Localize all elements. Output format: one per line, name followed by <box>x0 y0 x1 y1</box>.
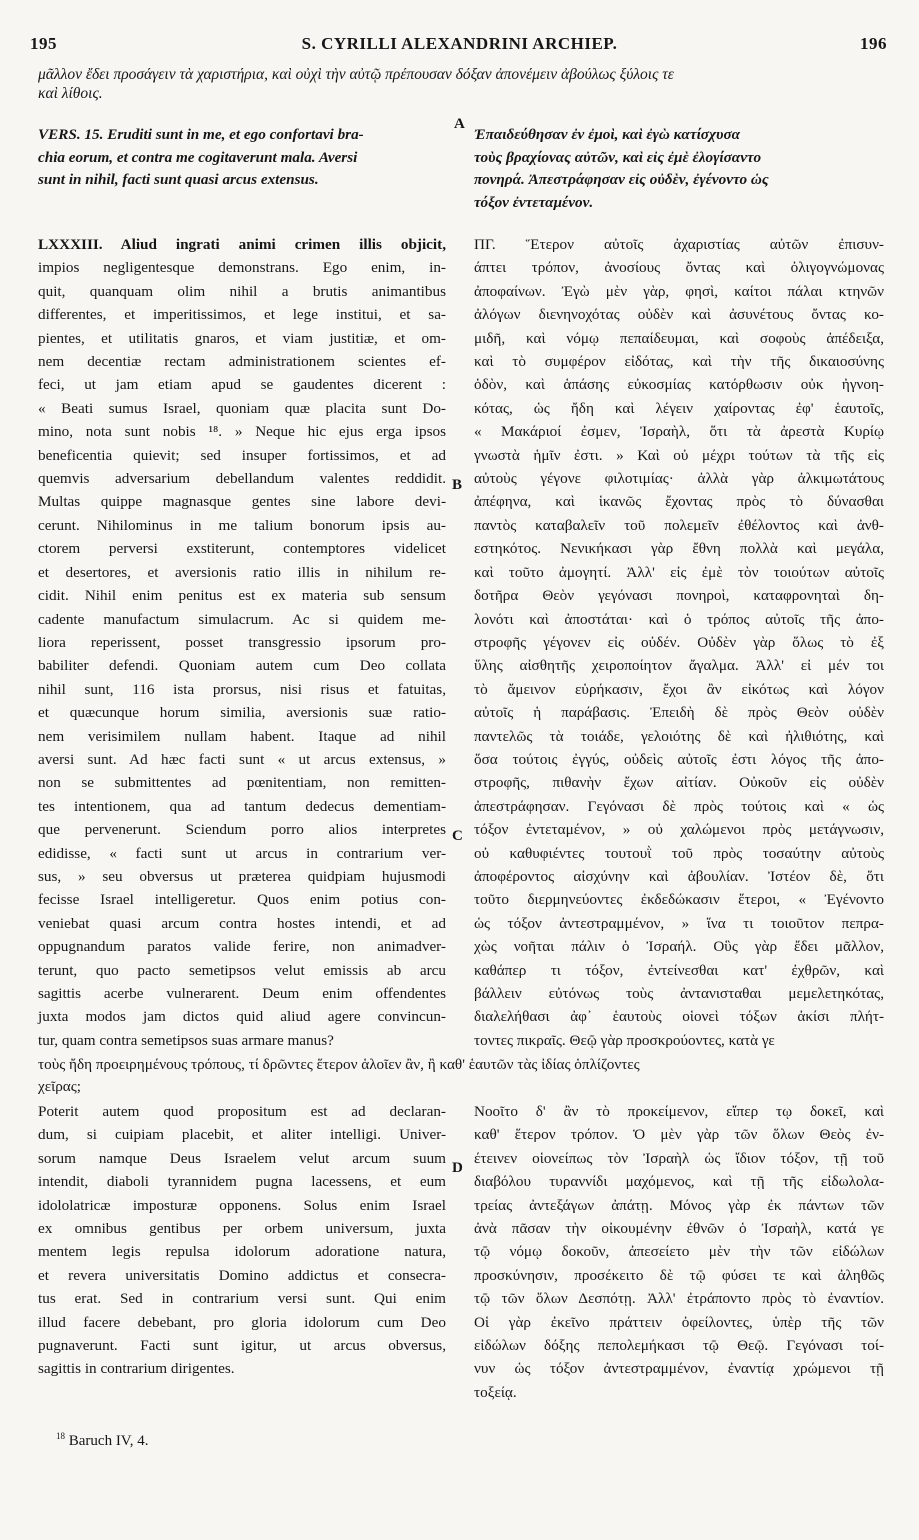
text-line: αὐτοὺς γέγονε φιλοτιμίας· ἀλλὰ γὰρ ἀλκιμωτάτους <box>474 470 884 488</box>
text-line: άπτει τρόπον, ἀνοσίους ὄντας καὶ ὀλιγογνώμονας <box>474 259 884 277</box>
text-line: LXXXIII. Aliud ingrati animi crimen illis objicit, <box>38 236 446 253</box>
text-line: juxta modos jam dictos quid aliud agere convincun- <box>38 1008 446 1026</box>
text-line: liora reperissent, posset transgressio ipsorum pro- <box>38 633 446 651</box>
text-line: fecisse Israel intelligeretur. Quos enim potius con- <box>38 891 446 909</box>
running-title: S. CYRILLI ALEXANDRINI ARCHIEP. <box>301 34 618 53</box>
text-line: mino, nota sunt nobis ¹⁸. » Neque hic ejus erga ipsos <box>38 423 446 441</box>
text-line: τὸ ἄμεινον εὑρήκασιν, ἔχοι ἂν εἰκότως καὶ λόγον <box>474 680 884 698</box>
text-line: διαβόλου τυραννίδι μαχόμενος, καὶ τῇ τῆς εἰδωλολα- <box>474 1173 884 1191</box>
text-line: ὡς τόξον ἀντεστραμμένον, » ἵνα τι τοιοῦτον πεπρα- <box>474 914 884 932</box>
text-line: non se submittentes ad pœnitentiam, non remitten- <box>38 774 446 792</box>
text-line: έτεινεν οἱονείπως τὸν Ἰσραὴλ ὡς ἴδιον τόξον, τῇ τοῦ <box>474 1149 884 1167</box>
text-line: ex omnibus gentibus per orbem universum, juxta <box>38 1220 446 1238</box>
text-line: ἀλόγων διενηνοχότας οὐδὲν καὶ ἀσυνέτους ὄντας κο- <box>474 306 884 324</box>
footnote <box>56 1431 148 1450</box>
text-line: τοῦτο διερμηνεύοντες ἐκδεδώκασιν ἕτεροι, « Ἐγένοντο <box>474 891 884 909</box>
text-line: « Μακάριοί ἐσμεν, Ἰσραὴλ, ὅτι τὰ ἀρεστὰ Κυρίῳ <box>474 423 884 441</box>
text-line: προσκύνησιν, προσέκειτο δὲ τῷ φύσει τε καὶ ἀληθῶς <box>474 1266 884 1284</box>
text-line: χεῖρας; <box>38 1078 81 1095</box>
footnote-number: 18 <box>56 1431 65 1441</box>
text-line: τοὺς ἤδη προειρημένους τρόπους, τί δρῶντες ἕτερον ἁλοῖεν ἂν, ἢ καθ' ἑαυτῶν τὰς ἰδίας ὁπλίζοντες <box>38 1056 640 1073</box>
text-line: κότας, ὡς ἤδη καὶ λέγειν χαίροντας ἐφ' ἑαυτοῖς, <box>474 399 884 417</box>
page-number-right: 196 <box>860 34 887 53</box>
text-line: δοτῆρα Θεὸν γεγόνασι πονηροὶ, καταφρονηταὶ δη- <box>474 587 884 605</box>
text-line: στροφῆς, πιθανὴν ἔχων αἰτίαν. Οὐκοῦν εἰς οὐδὲν <box>474 774 884 792</box>
text-line: beneficentia quievit; sed insuper fortissimos, et ad <box>38 446 446 464</box>
text-line: tur, quam contra semetipsos suas armare manus? <box>38 1031 334 1049</box>
text-line: μᾶλλον ἔδει προσάγειν τὰ χαριστήρια, καὶ οὐχὶ τὴν αὐτῷ πρέπουσαν δόξαν ἀπονέμειν ἀβούλως ξύλοις τε <box>38 66 674 83</box>
text-line: τόξον ἐντεταμένον, » οὐ χαλώμενοι πρὸς μετάγνωσιν, <box>474 821 884 839</box>
text-line: οὐ καθυφιέντες τουτουῒ τοῦ πρὸς τοσαύτην αὐτοὺς <box>474 844 884 862</box>
text-line: sus, » seu obversus ut præterea quidpiam hujusmodi <box>38 867 446 885</box>
text-line: εἰδώλων δόξης πεπολεμήκασι τῷ Θεῷ. Γεγόνασι τοί- <box>474 1337 884 1355</box>
latin-column-main <box>38 233 446 1052</box>
text-line: καὶ τὸ συμφέρον εἰδότας, καὶ τὴν τῆς δικαιοσύνης <box>474 353 884 371</box>
latin-column-bottom <box>38 1100 446 1381</box>
text-line: τρείας ἀντεξάγων ἀπάτῃ. Μόνος γὰρ ἐκ πάντων τῶν <box>474 1196 884 1214</box>
margin-marker-a: A <box>454 116 465 132</box>
text-line: sagittis in contrarium dirigentes. <box>38 1360 235 1378</box>
text-line: sagittis acerbe vulnerarent. Deum enim offendentes <box>38 985 446 1002</box>
text-line: dum, si cuipiam placebit, et aliter intelligi. Univer- <box>38 1126 446 1144</box>
text-line: ΠΓ. Ἕτερον αὐτοῖς ἀχαριστίας αὐτῶν ἐπισυν- <box>474 236 884 253</box>
text-line: cadente manufactum simulacrum. Ac si quidem me- <box>38 610 446 628</box>
text-line: cerunt. Nihilominus in me talium bonorum ipsis au- <box>38 516 446 534</box>
text-line: παντελῶς τὰ τοιάδε, γελοιότης δὲ καὶ ἠλιθιότης, καὶ <box>474 727 884 745</box>
text-line: ὕλης αἰσθητῆς χειροποίητον ἄγαλμα. Ἀλλ' εἰ μέν τοι <box>474 657 884 675</box>
text-line: mentem legis repulsa idolorum adoratione natura, <box>38 1243 446 1261</box>
text-line: καθάπερ τι τόξον, ἐντείνεσθαι κατ' ἐχθρῶν, καὶ <box>474 961 884 979</box>
text-line: terunt, quo pacto semetipsos velut emissis ab arcu <box>38 961 446 979</box>
footnote-text: Baruch IV, 4. <box>68 1433 149 1449</box>
text-line: τόξον ἐντεταμένον. <box>474 193 594 211</box>
text-line: et quæcunque horum similia, aversionis suæ ratio- <box>38 704 446 722</box>
text-line: differentes, et imperitissimos, et lege institui, et sa- <box>38 306 446 324</box>
text-line: τῷ τῶν ὅλων Δεσπότῃ. Ἀλλ' ἐτράποντο πρὸς τὸ ἐναντίον. <box>474 1290 884 1308</box>
text-line: παντὸς καταβαλεῖν τοῦ πολεμεῖν ἐθέλοντος καὶ ἀνθ- <box>474 516 884 534</box>
text-line: quit, quanquam olim nihil a brutis animantibus <box>38 282 446 300</box>
margin-marker-c: C <box>452 828 463 844</box>
text-line: pugnaverunt. Facti sunt igitur, ut arcus obversus, <box>38 1337 446 1355</box>
text-line: στροφῆς γέγονεν εἰς οὐδέν. Οὐδὲν γὰρ ὅλως τὸ ἐξ <box>474 633 884 651</box>
text-line: ἀπέφηνα, καὶ ἱκανῶς ἔχοντας πρὸς τὸ δύνασθαι <box>474 493 884 511</box>
text-line: intendit, diaboli tyrannidem pugna lacessens, et eum <box>38 1173 446 1191</box>
text-line: « Beati sumus Israel, quoniam quæ placita sunt Do- <box>38 399 446 417</box>
text-line: βάλλειν εὐτόνως τοὺς ἀντανισταθαι μεμελετηκότας, <box>474 985 884 1002</box>
text-line: τῷ νόμῳ δοκοῦν, ἀπεσείετο μὲν τὴν τῶν εἰδώλων <box>474 1243 884 1261</box>
text-line: chia eorum, et contra me cogitaverunt mala. Aversi <box>38 148 358 166</box>
text-line: αὐτοῖς ἡ παράβασις. Ἐπειδὴ δὲ πρὸς Θεὸν οὐδὲν <box>474 704 884 722</box>
text-line: ἀνὰ πᾶσαν τὴν οἰκουμένην ἐθνῶν ὁ Ἰσραὴλ, κατά γε <box>474 1220 884 1238</box>
text-line: ἀποφέροντος αἰσχύνην καὶ ἀβουλίαν. Ἰστέον δὲ, ὅτι <box>474 867 884 885</box>
text-line: πονηρά. Ἀπεστράφησαν εἰς οὐδὲν, ἐγένοντο ὡς <box>474 171 769 188</box>
text-line: feci, ut jam etiam apud se gaudentes dicerent : <box>38 376 446 394</box>
text-line: nihil sunt, 116 ista prorsus, nisi risus et fatuitas, <box>38 680 446 698</box>
text-line: VERS. 15. Eruditi sunt in me, et ego confortavi bra- <box>38 126 364 143</box>
text-line: illud facere debebant, pro gloria idolorum cum Deo <box>38 1313 446 1331</box>
text-line: et desertores, et aversionis ratio illis in nihilum re- <box>38 563 446 581</box>
text-line: καὶ τοῦτο ἀμογητί. Ἀλλ' εἰς ἐμὲ τὸν τοιούτων αὐτοῖς <box>474 563 884 581</box>
verse-latin <box>38 124 446 192</box>
text-line: tes intentionem, qua ad tantum dedecus dementiam- <box>38 797 446 815</box>
text-line: ctorem perversi exstiterunt, contemptores videlicet <box>38 540 446 558</box>
text-line: edidisse, « facti sunt ut arcus in contrarium ver- <box>38 844 446 862</box>
text-line: χὼς νοῆται πάλιν ὁ Ἰσραήλ. Οὓς γὰρ ἔδει μᾶλλον, <box>474 938 884 956</box>
text-line: tus erat. Sed in contrarium versi sunt. Qui enim <box>38 1290 446 1308</box>
page-number-left: 195 <box>30 34 57 53</box>
text-line: nem decentiæ rectam administrationem scientes ef- <box>38 353 446 371</box>
text-line: impios negligentesque demonstrans. Ego enim, in- <box>38 259 446 277</box>
text-line: ἀπεστράφησαν. Γεγόνασι δὲ πρὸς τούτοις καὶ « ὡς <box>474 797 884 815</box>
text-line: oppugnandum paratos valide ferire, non animadver- <box>38 938 446 956</box>
text-line: καὶ λίθοις. <box>38 84 103 102</box>
text-line: quemvis adversarium debellandum valentes reddidit. <box>38 470 446 488</box>
text-line: τοντες πικραῖς. Θεῷ γὰρ προσκρούοντες, κατὰ γε <box>474 1031 775 1049</box>
text-line: babiliter defendi. Quoniam autem cum Deo collata <box>38 657 446 675</box>
text-line: Οἱ γὰρ ἐκεῖνο πράττειν ὀφείλοντες, ὑπὲρ τῆς τῶν <box>474 1313 884 1331</box>
text-line: que pervenerunt. Sciendum porro alios interpretes <box>38 821 446 839</box>
text-line: idololatricæ imposturæ opponens. Solus enim Israel <box>38 1196 446 1214</box>
text-line: τοξείᾳ. <box>474 1383 517 1401</box>
text-line: Νοοῖτο δ' ἂν τὸ προκείμενον, εἴπερ τῳ δοκεῖ, καὶ <box>474 1103 884 1120</box>
text-line: et revera universitatis Domino addictus et consecra- <box>38 1266 446 1284</box>
text-line: λονότι καὶ ἀποστάται· καὶ ὁ τρόπος αὐτοῖς τῆς ἀπο- <box>474 610 884 628</box>
text-line: καθ' ἕτερον τρόπον. Ὁ μὲν γὰρ τῶν ὅλων Θεὸς ἐν- <box>474 1126 884 1144</box>
text-line: διαλελήθασι ἀφ᾽ ἑαυτοὺς οἱονεὶ τόξων ἀκίσι πλήτ- <box>474 1008 884 1026</box>
text-line: Poterit autem quod propositum est ad declaran- <box>38 1103 446 1120</box>
greek-column-main <box>474 233 884 1052</box>
text-line: τοὺς βραχίονας αὐτῶν, καὶ εἰς ἐμὲ ἐλογίσαντο <box>474 148 762 166</box>
text-line: νυν ὡς τόξον ἀντεστραμμένον, ἐναντίᾳ χρώμενοι τῇ <box>474 1360 884 1378</box>
text-line: Multas quippe magnasque gentes sine labore devi- <box>38 493 446 511</box>
text-line: γνωστὰ ἡμῖν ἐστι. » Καὶ οὐ μέχρι τούτων τὰ τῆς εἰς <box>474 446 884 464</box>
text-line: pientes, et utilitatis gnaros, et viam justitiæ, et om- <box>38 329 446 347</box>
text-line: aversi sunt. Ad hæc facti sunt « ut arcus extensus, » <box>38 750 446 768</box>
text-line: Ἐπαιδεύθησαν ἐν ἐμοὶ, καὶ ἐγὼ κατίσχυσα <box>474 126 741 143</box>
verse-greek <box>474 124 884 214</box>
greek-column-bottom <box>474 1100 884 1404</box>
text-line: cidit. Nihil enim penitus est ex materia sub sensum <box>38 587 446 605</box>
text-line: nem verisimilem nullam habent. Itaque ad nihil <box>38 727 446 745</box>
text-line: veniebat quasi arcum contra hostes intendi, et ad <box>38 914 446 932</box>
text-line: sunt in nihil, facti sunt quasi arcus extensus. <box>38 171 319 188</box>
top-greek-paragraph <box>38 66 886 103</box>
text-line: ὅσα τούτοις ἐγγύς, οὐδεὶς αὐτοῖς ἐστι λόγος τῆς ἀπο- <box>474 750 884 768</box>
mid-greek-paragraph <box>38 1054 886 1098</box>
text-line: ἀποφαίνων. Ἐγὼ μὲν γὰρ, φησὶ, καίτοι πάλαι κτηνῶν <box>474 282 884 300</box>
text-line: μιδῆ, καὶ νόμῳ πεπαίδευμαι, καὶ σοφοὺς ἀπέδειξα, <box>474 329 884 347</box>
text-line: εστηκότος. Νενικήκασι γὰρ ἔθνη πολλὰ καὶ μεγάλα, <box>474 540 884 558</box>
text-line: sorum namque Deus Israelem velut arcum suum <box>38 1149 446 1167</box>
margin-marker-d: D <box>452 1160 463 1176</box>
text-line: ὁδὸν, καὶ ἁπάσης εὐκοσμίας κατόρθωσιν οὐκ ἠγνοη- <box>474 376 884 394</box>
margin-marker-b: B <box>452 477 463 493</box>
